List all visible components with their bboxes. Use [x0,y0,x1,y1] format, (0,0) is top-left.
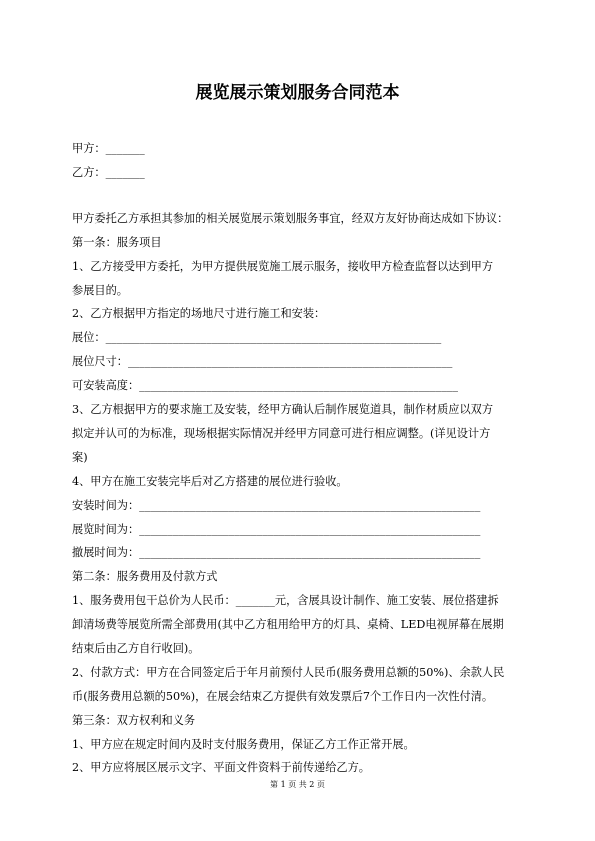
clause-1-1-line-1: 1、乙方接受甲方委托，为甲方提供展览施工展示服务，接收甲方检查监督以达到甲方 [72,260,494,273]
install-time-field: 安装时间为：_____________________________________________________________ [72,499,481,512]
party-a-line: 甲方：_______ [72,142,145,155]
intro-paragraph: 甲方委托乙方承担其参加的相关展览展示策划服务事宜，经双方友好协商达成如下协议： [72,212,509,225]
clause-2-1-line-3: 结束后由乙方自行收回)。 [72,642,200,655]
clause-1-2: 2、乙方根据甲方指定的场地尺寸进行施工和安装： [72,307,326,320]
exhibit-time-field: 展览时间为：_____________________________________________________________ [72,523,481,536]
article-2-heading: 第二条：服务费用及付款方式 [72,570,218,583]
clause-1-1-line-2: 参展目的。 [72,284,128,297]
dismantle-time-field: 撤展时间为：_____________________________________________________________ [72,546,481,559]
clause-1-3-line-1: 3、乙方根据甲方的要求施工及安装，经甲方确认后制作展览道具，制作材质应以双方 [72,403,494,416]
party-b-line: 乙方：_______ [72,166,145,179]
clause-1-3-line-3: 案) [72,451,88,464]
article-1-heading: 第一条：服务项目 [72,236,162,249]
clause-1-4: 4、甲方在施工安装完毕后对乙方搭建的展位进行验收。 [72,475,348,488]
contract-title: 展览展示策划服务合同范本 [195,83,400,103]
clause-2-1-line-2: 卸清场费等展览所需全部费用(其中乙方租用给甲方的灯具、桌椅、LED电视屏幕在展期 [72,618,504,631]
clause-1-3-line-2: 拟定并认可的为标准，现场根据实际情况并经甲方同意可进行相应调整。(详见设计方 [72,427,491,440]
page-footer: 第 1 页 共 2 页 [270,780,325,789]
booth-size-field: 展位尺寸：__________________________________________________________ [72,355,453,368]
article-3-heading: 第三条：双方权利和义务 [72,714,196,727]
clause-3-1: 1、甲方应在规定时间内及时支付服务费用，保证乙方工作正常开展。 [72,738,415,751]
clause-2-2-line-2: 币(服务费用总额的50%)，在展会结束乙方提供有效发票后7个工作日内一次性付清。 [72,690,494,703]
clause-2-2-line-1: 2、付款方式：甲方在合同签定后于年月前预付人民币(服务费用总额的50%)、余款人民 [72,666,505,679]
booth-field: 展位：____________________________________________________________ [72,331,442,344]
clause-2-1-line-1: 1、服务费用包干总价为人民币：_______元，含展具设计制作、施工安装、展位搭建拆 [72,594,499,607]
clause-3-2: 2、甲方应将展区展示文字、平面文件资料于前传递给乙方。 [72,761,370,774]
install-height-field: 可安装高度：_________________________________________________________ [72,379,458,392]
